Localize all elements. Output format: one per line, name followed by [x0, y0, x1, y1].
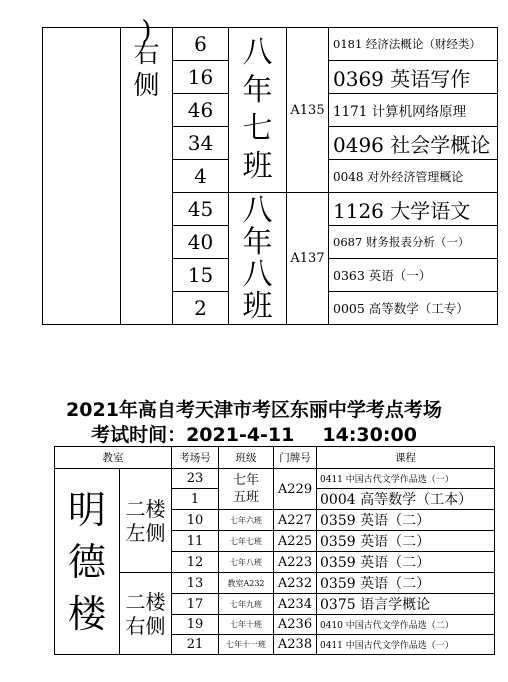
building-cell [55, 469, 120, 655]
room-number: A232 [274, 573, 317, 594]
course-name: 1126 大学语文 [329, 193, 498, 226]
exam-time-label: 考试时间：2021-4-11 [91, 424, 295, 446]
seat-number: 15 [173, 259, 229, 292]
room-number: A135 [287, 28, 329, 193]
course-name: 0375 语言学概论 [317, 594, 495, 615]
room-number: A229 [274, 469, 317, 510]
class-cell [219, 469, 274, 510]
course-name: 0048 对外经济管理概论 [329, 160, 498, 193]
building-cell-cut [43, 28, 121, 325]
course-name: 0181 经济法概论（财经类） [329, 28, 498, 61]
class-name: 七年六班 [219, 510, 274, 531]
floor-cut-char: ) [141, 16, 152, 46]
header-seat: 考场号 [172, 447, 219, 469]
seat-number: 4 [173, 160, 229, 193]
course-name: 1171 计算机网络原理 [329, 94, 498, 127]
exam-room-table [54, 446, 495, 655]
class-name: 七年五班 [232, 473, 259, 505]
class-name: 七年八班 [219, 552, 274, 573]
exam-time-clock: 14:30:00 [322, 424, 417, 446]
seat-number: 6 [173, 28, 229, 61]
course-name: 0359 英语（二） [317, 573, 495, 594]
class-name: 七年九班 [219, 594, 274, 615]
building-name: 明德楼 [67, 487, 106, 636]
course-name: 0369 英语写作 [329, 61, 498, 94]
room-number: A234 [274, 594, 317, 615]
seat-number: 16 [173, 61, 229, 94]
seat-number: 21 [172, 635, 219, 655]
course-name: 0411 中国古代文学作品选（一） [317, 469, 495, 489]
room-number: A223 [274, 552, 317, 573]
exam-time-line [0, 420, 508, 447]
seat-number: 23 [172, 469, 219, 489]
table-row [55, 469, 495, 489]
course-name: 0005 高等数学（工专） [329, 292, 498, 325]
class-name: 七年十一班 [219, 635, 274, 655]
seat-number: 19 [172, 615, 219, 635]
course-name: 0410 中国古代文学作品选（二） [317, 615, 495, 635]
class-name: 七年七班 [219, 531, 274, 552]
floor-cell [120, 573, 172, 655]
course-name: 0359 英语（二） [317, 531, 495, 552]
floor-cell [120, 469, 172, 573]
room-number: A225 [274, 531, 317, 552]
header-course: 课程 [317, 447, 495, 469]
floor-label: 二楼右侧 [125, 589, 166, 638]
table-row [55, 573, 495, 594]
header-room: 门牌号 [274, 447, 317, 469]
seat-number: 13 [172, 573, 219, 594]
floor-label: 右侧 [133, 39, 160, 101]
page-title: 2021年高自考天津市考区东丽中学考点考场 [66, 399, 442, 421]
seat-number: 34 [173, 127, 229, 160]
course-name: 0359 英语（二） [317, 552, 495, 573]
class-name: 八年七班 [242, 35, 273, 184]
class-name: 教室A232 [219, 573, 274, 594]
seat-number: 40 [173, 226, 229, 259]
room-number: A238 [274, 635, 317, 655]
floor-cell [121, 16, 173, 325]
seat-number: 11 [172, 531, 219, 552]
seat-number: 12 [172, 552, 219, 573]
room-number: A227 [274, 510, 317, 531]
header-class: 班级 [219, 447, 274, 469]
header-classroom: 教室 [55, 447, 172, 469]
room-number: A137 [287, 193, 329, 325]
class-name: 七年十班 [219, 615, 274, 635]
seat-number: 2 [173, 292, 229, 325]
seat-number: 10 [172, 510, 219, 531]
course-name: 0496 社会学概论 [329, 127, 498, 160]
class-name-cell [229, 28, 287, 193]
seat-number: 46 [173, 94, 229, 127]
table-header-row [55, 447, 495, 469]
course-name: 0363 英语（一） [329, 259, 498, 292]
class-name-cell [229, 193, 287, 325]
seat-number: 1 [172, 489, 219, 510]
course-name: 0411 中国古代文学作品选（一） [317, 635, 495, 655]
course-name: 0359 英语（二） [317, 510, 495, 531]
floor-label: 二楼左侧 [125, 496, 166, 545]
course-name: 0004 高等数学（工本） [317, 489, 495, 510]
top-schedule-fragment [42, 16, 498, 325]
class-name: 八年八班 [242, 192, 273, 324]
room-number: A236 [274, 615, 317, 635]
course-name: 0687 财务报表分析（一） [329, 226, 498, 259]
seat-number: 45 [173, 193, 229, 226]
seat-number: 17 [172, 594, 219, 615]
